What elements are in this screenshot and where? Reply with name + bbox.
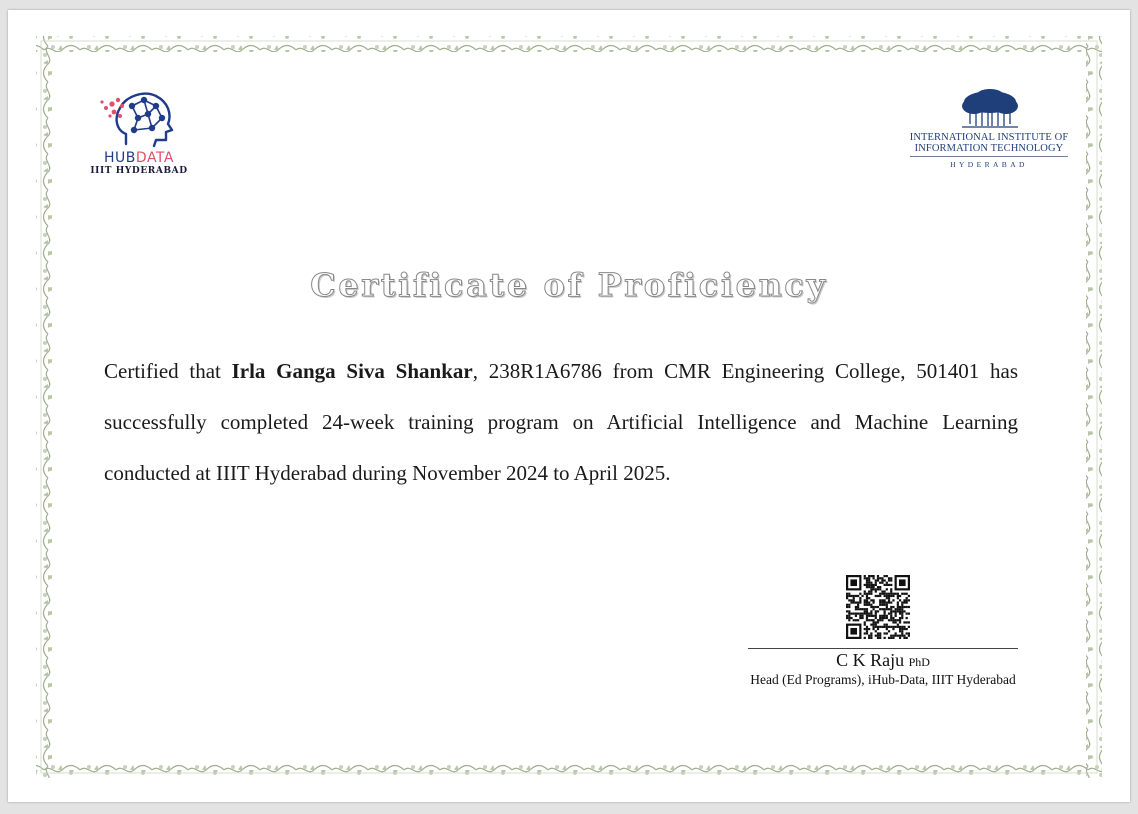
body-text: , 238R1A6786 from CMR Engineering College, 501401 has successfully completed 24-week training program on Artificial Intelligence and Machine Learning conducted at IIIT Hyderabad during November 2024 to April 2025.	[104, 359, 1018, 485]
iiit-name-line2: INFORMATION TECHNOLOGY	[914, 143, 1064, 154]
certificate-title: Certificate of Proficiency	[310, 266, 828, 304]
data-wordmark-part: DATA	[135, 150, 174, 166]
signature-line	[748, 648, 1018, 649]
certificate-body	[104, 346, 1018, 499]
qr-code-icon	[846, 575, 910, 639]
signer-name: C K Raju	[836, 650, 905, 670]
iiit-hyderabad-logo	[904, 88, 1074, 188]
signer-name-line	[708, 650, 1058, 671]
banyan-tree-icon	[958, 88, 1022, 130]
brain-network-icon	[92, 84, 186, 148]
signer-role: Head (Ed Programs), iHub-Data, IIIT Hyderabad	[750, 672, 1016, 687]
body-prefix: Certified that	[104, 359, 232, 383]
signer-degree: PhD	[908, 655, 930, 669]
hub-wordmark-part: HUB	[104, 150, 136, 166]
recipient-name: Irla Ganga Siva Shankar	[231, 359, 473, 383]
iiit-city: HYDERABAD	[950, 160, 1028, 169]
hub-subtitle: IIIT HYDERABAD	[90, 166, 188, 176]
iiit-divider	[910, 156, 1068, 157]
certificate-page	[8, 10, 1130, 802]
ihub-data-logo	[84, 84, 194, 184]
hub-data-wordmark	[84, 150, 194, 166]
iiit-name-line1: INTERNATIONAL INSTITUTE OF	[909, 132, 1069, 143]
